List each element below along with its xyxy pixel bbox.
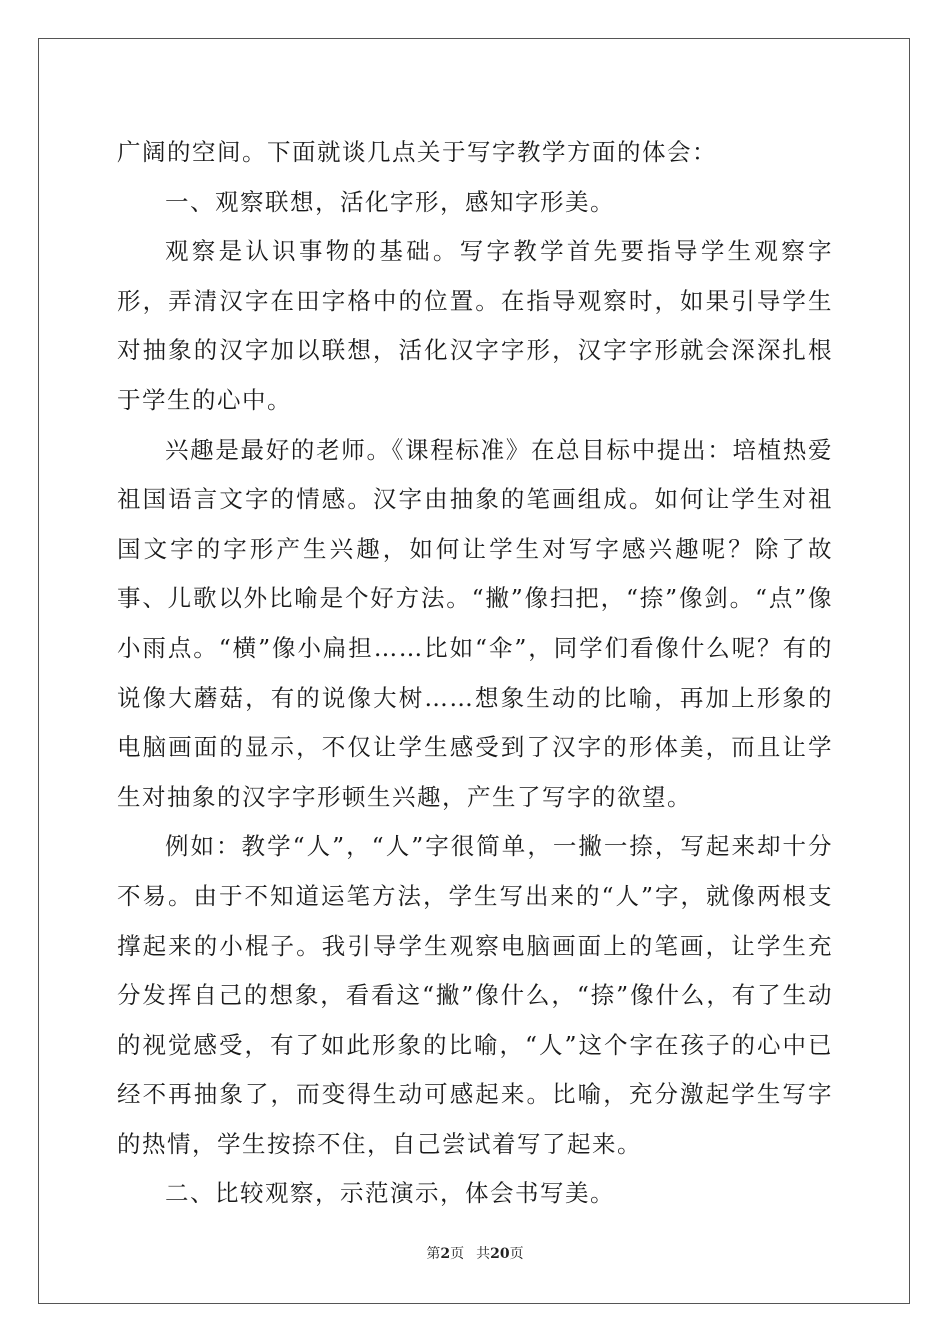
paragraph-example: 例如：教学“人”，“人”字很简单，一撇一捺，写起来却十分不易。由于不知道运笔方法，学生写出来的“人”字，就像两根支撑起来的小棍子。我引导学生观察电脑画面上的笔画，让学生充分发挥自己的想象，看看这“撇”像什么，“捺”像什么，有了生动的视觉感受，有了如此形象的比喻，“人”这个字在孩子的心中已经不再抽象了，而变得生动可感起来。比喻，充分激起学生写字的热情，学生按捺不住，自己尝试着写了起来。 [117,832,833,1158]
section-heading-2: 二、比较观察，示范演示，体会书写美。 [165,1179,615,1208]
page-number: 2 [440,1246,451,1262]
document-body [117,128,833,1219]
paragraph-observation: 观察是认识事物的基础。写字教学首先要指导学生观察字形，弄清汉字在田字格中的位置。在指导观察时，如果引导学生对抽象的汉字加以联想，活化汉字字形，汉字字形就会深深扎根于学生的心中。 [117,237,833,414]
page-suffix: 页 [450,1246,465,1262]
total-prefix: 共 [476,1246,491,1262]
page-prefix: 第 [426,1246,441,1262]
paragraph-continuation: 广阔的空间。下面就谈几点关于写字教学方面的体会： [117,138,717,166]
paragraph-interest: 兴趣是最好的老师。《课程标准》在总目标中提出：培植热爱祖国语言文字的情感。汉字由抽象的笔画组成。如何让学生对祖国文字的字形产生兴趣，如何让学生对写字感兴趣呢？除了故事、儿歌以外比喻是个好方法。“撇”像扫把，“捺”像剑。“点”像小雨点。“横”像小扁担……比如“伞”，同学们看像什么呢？有的说像大蘑菇，有的说像大树……想象生动的比喻，再加上形象的电脑画面的显示，不仅让学生感受到了汉字的形体美，而且让学生对抽象的汉字字形顿生兴趣，产生了写字的欲望。 [117,435,833,811]
total-pages: 20 [490,1246,510,1262]
total-suffix: 页 [509,1246,524,1262]
page-footer [0,1244,950,1264]
section-heading-1: 一、观察联想，活化字形，感知字形美。 [165,187,615,216]
